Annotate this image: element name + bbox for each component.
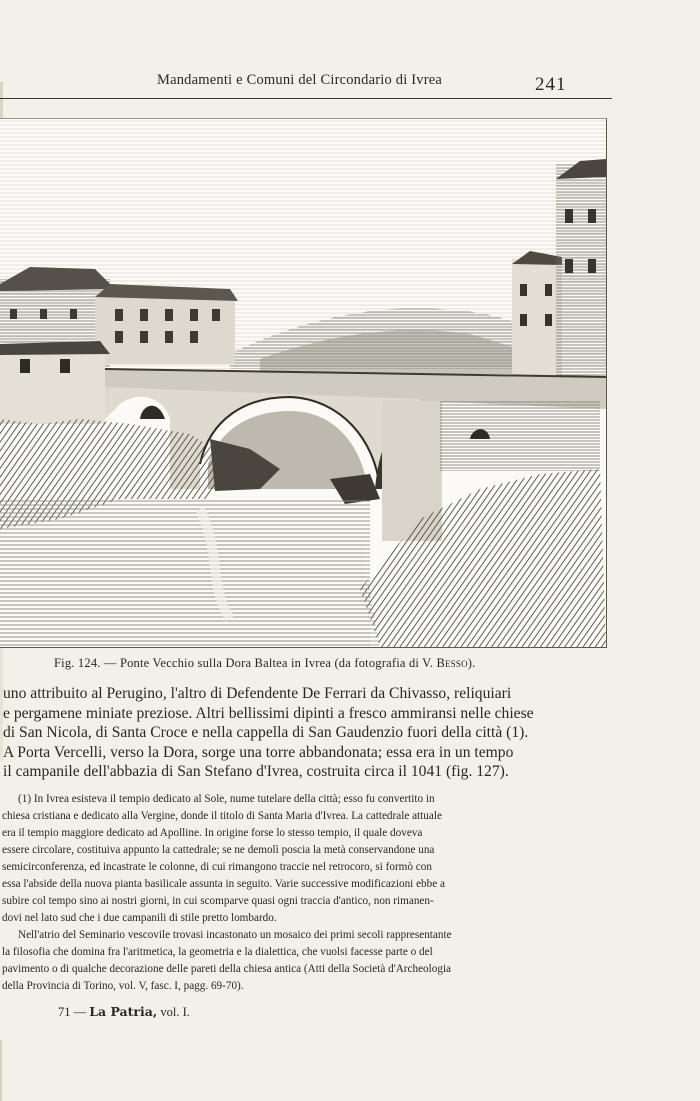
engraving-figure xyxy=(0,118,607,648)
running-title: Mandamenti e Comuni del Circondario di Ivrea xyxy=(157,72,443,88)
publication-title: La Patria, xyxy=(89,1004,158,1019)
footnote-line: essa l'abside della nuova pianta basilicale assunta in seguito. Varie successive modificazioni ebbe a xyxy=(2,878,445,890)
body-line: A Porta Vercelli, verso la Dora, sorge una torre abbandonata; essa era in un tempo xyxy=(3,743,514,761)
footnote-line: (1) In Ivrea esisteva il tempio dedicato al Sole, nume tutelare della città; esso fu convertito in xyxy=(18,793,435,805)
bridge-engraving-illustration xyxy=(0,119,606,647)
caption-author: Besso xyxy=(436,656,468,670)
running-header xyxy=(0,68,612,99)
body-line: e pergamene miniate preziose. Altri bellissimi dipinti a fresco ammiransi nelle chiese xyxy=(3,704,534,722)
body-line: di San Nicola, di Santa Croce e nella cappella di San Gaudenzio fuori della città (1). xyxy=(3,724,529,742)
footnote-line: la filosofia che domina fra l'aritmetica, la geometria e la dialettica, che vuolsi facesse parte o del xyxy=(2,946,433,958)
footnote-line: della Provincia di Torino, vol. V, fasc. I, pagg. 69-70). xyxy=(2,980,244,992)
body-paragraph xyxy=(3,684,559,782)
footnote-line: chiesa cristiana e dedicato alla Vergine, donde il titolo di Santa Maria d'Ivrea. La cattedrale attuale xyxy=(2,810,442,822)
footnote-line: pavimento o di qualche decorazione delle pareti della chiesa antica (Atti della Società d'Archeologia xyxy=(2,963,452,975)
footnotes xyxy=(2,791,558,995)
footnote-line: era il tempio maggiore dedicato ad Apolline. In origine forse lo stesso tempio, il quale doveva xyxy=(2,827,423,839)
footnote-line: essere circolare, costituiva appunto la cattedrale; se ne demolì poscia la metà conservandone una xyxy=(2,844,435,856)
footnote-line: semicirconferenza, ed incastrate le colonne, di cui rimangono traccie nel retrocoro, si formò con xyxy=(2,861,432,873)
footnote-line: Nell'atrio del Seminario vescovile trovasi incastonato un mosaico dei primi secoli rappresentante xyxy=(18,929,452,941)
footnote-line: subire col tempo sino ai nostri giorni, in cui scomparve quasi ogni traccia d'antico, non rimanen- xyxy=(2,895,434,907)
body-line: uno attribuito al Perugino, l'altro di Defendente De Ferrari da Chivasso, reliquiari xyxy=(3,685,512,702)
caption-text: Fig. 124. — Ponte Vecchio sulla Dora Baltea in Ivrea (da fotografia di V. xyxy=(54,656,434,670)
signature-number: 71 — xyxy=(58,1005,87,1019)
signature-line xyxy=(58,1004,190,1020)
page-number: 241 xyxy=(535,74,567,95)
volume-label: vol. I. xyxy=(160,1005,190,1019)
footnote-line: dovi nel lato sud che i due campanili di stile pretto lombardo. xyxy=(2,912,277,924)
figure-caption xyxy=(54,656,476,671)
body-line: il campanile dell'abbazia di San Stefano d'Ivrea, costruita circa il 1041 (fig. 127). xyxy=(3,763,509,781)
caption-end: ). xyxy=(467,656,476,670)
page-edge-mark xyxy=(0,1040,2,1101)
